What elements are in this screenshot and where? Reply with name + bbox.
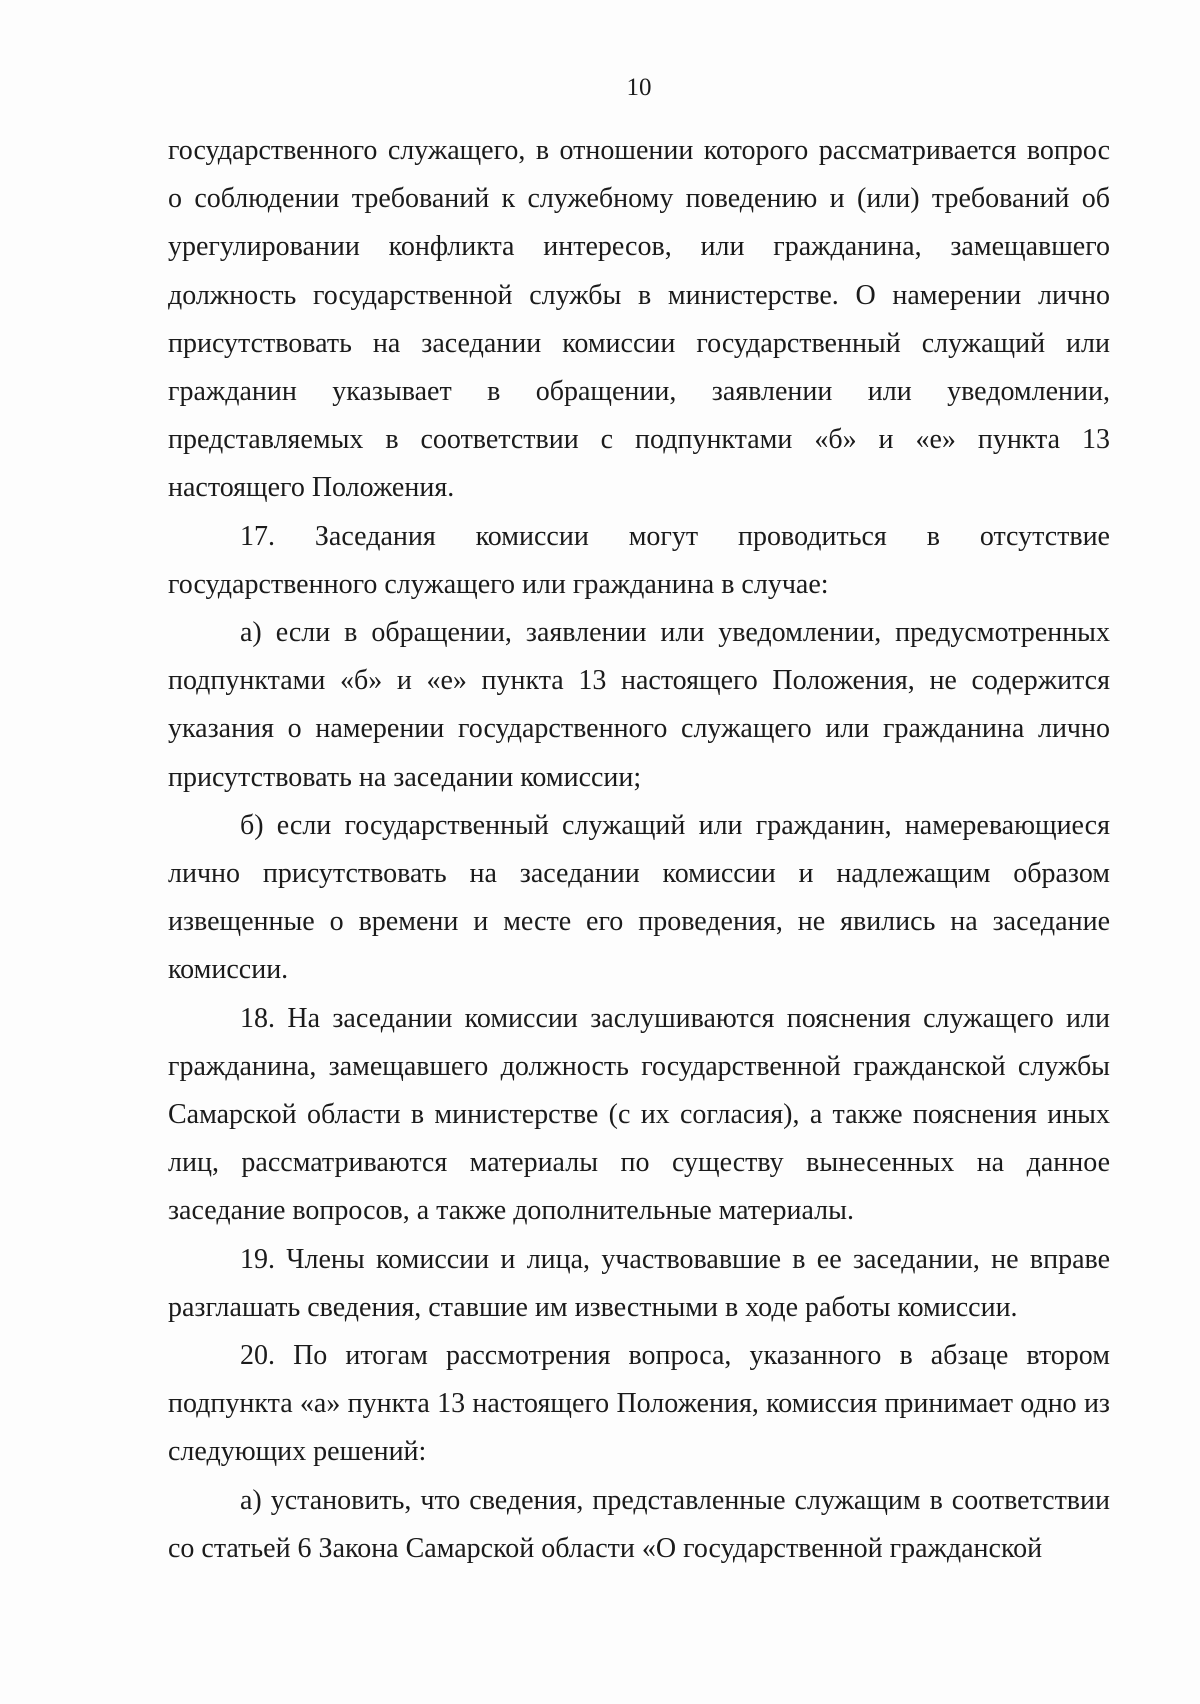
- paragraph-item-18: 18. На заседании комиссии заслушиваются пояснения служащего или гражданина, замещавшего должность государственной гражданской службы Самарской области в министерстве (с их согласия), а также пояснения иных лиц, рассматриваются материалы по существу вынесенных на данное заседание вопросов, а также дополнительные материалы.: [168, 1002, 1110, 1227]
- page-number: 10: [626, 74, 652, 101]
- paragraph-item-17a: а) если в обращении, заявлении или уведомлении, предусмотренных подпунктами «б» и «е» пункта 13 настоящего Положения, не содержится указания о намерении государственного служащего или гражданина лично присутствовать на заседании комиссии;: [168, 617, 1110, 793]
- paragraph-continuation: государственного служащего, в отношении которого рассматривается вопрос о соблюдении требований к служебному поведению и (или) требований об урегулировании конфликта интересов, или гражданина, замещавшего должность государственной службы в министерстве. О намерении лично присутствовать на заседании комиссии государственный служащий или гражданин указывает в обращении, заявлении или уведомлении, представляемых в соответствии с подпунктами «б» и «е» пункта 13 настоящего Положения.: [168, 135, 1110, 504]
- paragraph-item-17: 17. Заседания комиссии могут проводиться в отсутствие государственного служащего или гражданина в случае:: [168, 520, 1110, 600]
- paragraph-item-20: 20. По итогам рассмотрения вопроса, указанного в абзаце втором подпункта «а» пункта 13 настоящего Положения, комиссия принимает одно из следующих решений:: [168, 1340, 1110, 1468]
- document-body: [168, 127, 1110, 1573]
- paragraph-item-20a: а) установить, что сведения, представленные служащим в соответствии со статьей 6 Закона Самарской области «О государственной гражданской: [168, 1484, 1110, 1564]
- paragraph-item-19: 19. Члены комиссии и лица, участвовавшие в ее заседании, не вправе разглашать сведения, ставшие им известными в ходе работы комиссии.: [168, 1243, 1110, 1323]
- paragraph-item-17b: б) если государственный служащий или гражданин, намеревающиеся лично присутствовать на заседании комиссии и надлежащим образом извещенные о времени и месте его проведения, не явились на заседание комиссии.: [168, 809, 1110, 986]
